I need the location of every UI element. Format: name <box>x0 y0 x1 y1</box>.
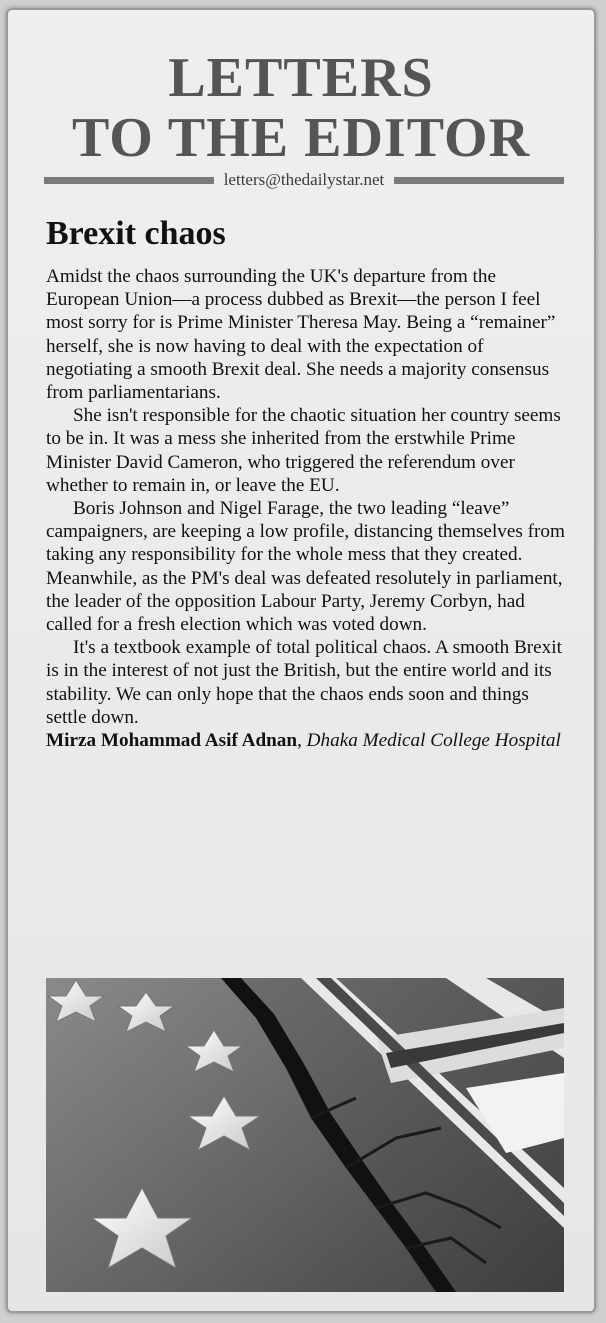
signature-separator: , <box>297 730 307 752</box>
letters-page <box>6 8 596 1313</box>
letter-signature <box>46 729 566 752</box>
letter-paragraph: Amidst the chaos surrounding the UK's departure from the European Union—a process dubbed as Brexit—the person I feel most sorry for is Prime Minister Theresa May. Being a “remainer” herself, she is now having to deal with the expectation of negotiating a smooth Brexit deal. She needs a majority consensus from parliamentarians. <box>46 266 556 404</box>
author-name: Mirza Mohammad Asif Adnan <box>46 730 298 752</box>
rule-left <box>44 177 214 184</box>
letter-headline: Brexit chaos <box>46 215 226 252</box>
letter-paragraph: It's a textbook example of total political chaos. A smooth Brexit is in the interest of not just the British, but the entire world and its stability. We can only hope that the chaos ends soon and things settle down. <box>46 637 562 728</box>
masthead-title-line1: LETTERS <box>168 47 434 109</box>
rule-right <box>394 177 564 184</box>
letter-paragraph: She isn't responsible for the chaotic situation her country seems to be in. It was a mess she inherited from the erstwhile Prime Minister David Cameron, who triggered the referendum over whether to remain in, or leave the EU. <box>46 405 561 496</box>
editor-email[interactable]: letters@thedailystar.net <box>223 170 385 189</box>
masthead-title-line2: TO THE EDITOR <box>71 107 531 169</box>
author-affiliation: Dhaka Medical College Hospital <box>306 730 561 752</box>
letter-paragraph: Boris Johnson and Nigel Farage, the two leading “leave” campaigners, are keeping a low profile, distancing themselves from taking any responsibility for the whole mess that they created. Meanwhile, as the PM's deal was defeated resolutely in parliament, the leader of the opposition Labour Party, Jeremy Corbyn, had called for a fresh election which was voted down. <box>46 498 565 636</box>
email-row <box>44 168 564 192</box>
letter-body <box>46 265 566 752</box>
cracked-eu-uk-flag-image <box>46 978 564 1292</box>
flag-illustration-svg <box>46 978 564 1292</box>
